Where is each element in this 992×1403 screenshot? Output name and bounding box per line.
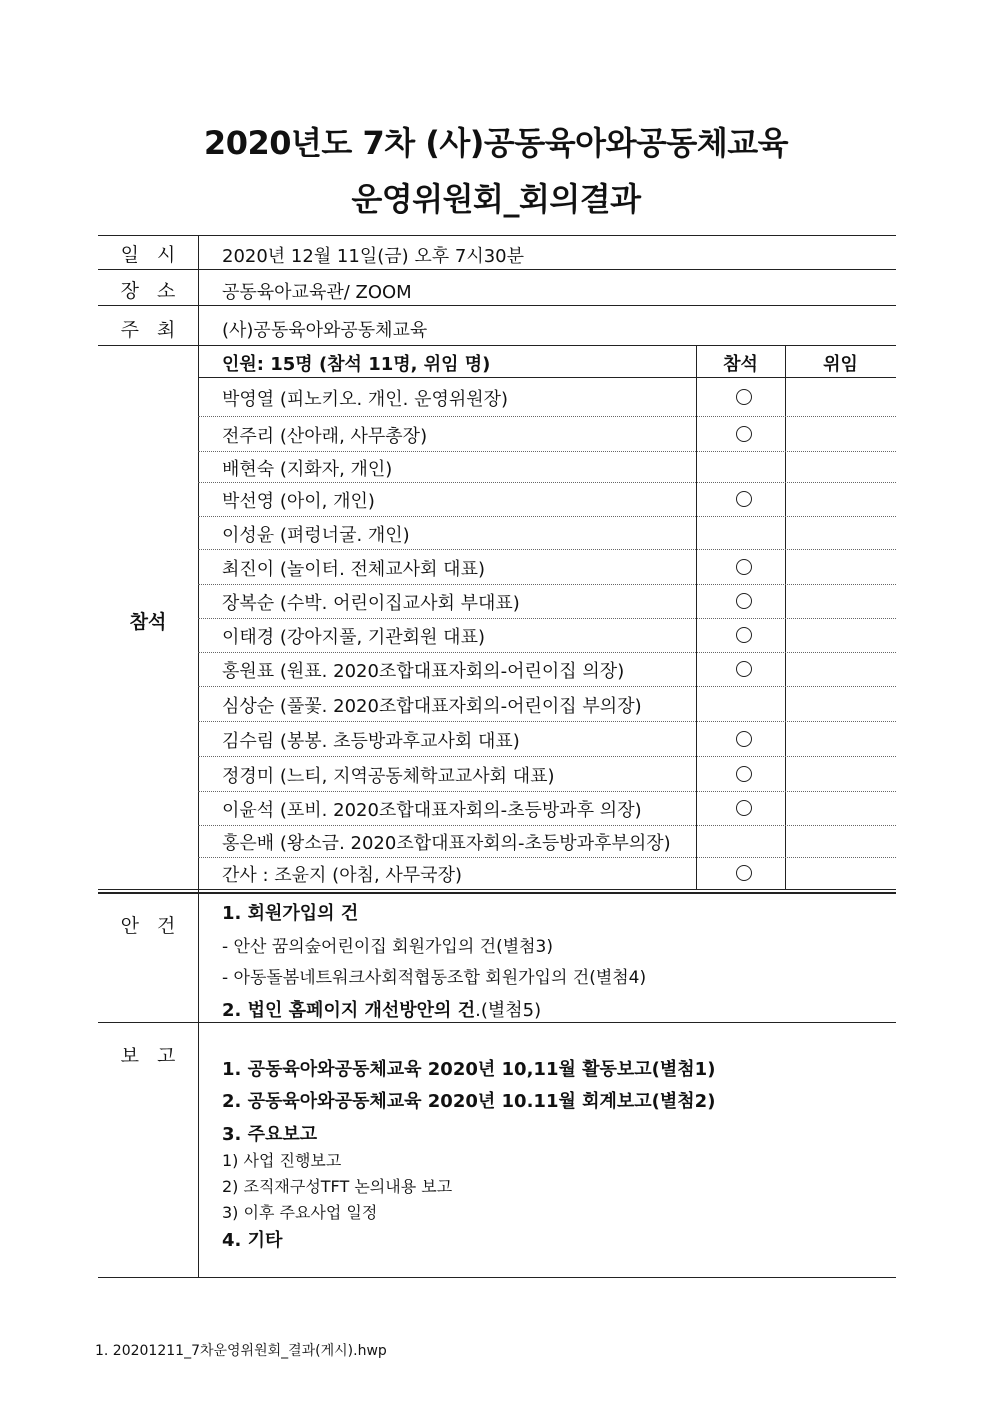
- attendee-row-divider: [198, 618, 896, 619]
- report-sub-item-1: 1) 사업 진행보고: [222, 1151, 342, 1170]
- attendee-row-divider: [198, 652, 896, 653]
- host-value: (사)공동육아와공동체교육: [222, 320, 428, 341]
- document-title-line2: 운영위원회_회의결과: [351, 180, 641, 218]
- attend-mark-icon: [736, 800, 752, 816]
- attendance-label: 참석: [129, 611, 167, 633]
- row-divider: [98, 1022, 896, 1023]
- attendee-name: 최진이 (놀이터. 전체교사회 대표): [222, 558, 485, 580]
- attendee-name: 홍원표 (원표. 2020조합대표자회의-어린이집 의장): [222, 661, 625, 682]
- attendee-row-divider: [198, 584, 896, 585]
- document-title-line1: 2020년도 7차 (사)공동육아와공동체교육: [203, 124, 789, 162]
- report-sub-item-2: 2) 조직재구성TFT 논의내용 보고: [222, 1177, 453, 1196]
- report-item-4: 4. 기타: [222, 1230, 283, 1251]
- proxy-column-header: 위임: [823, 354, 858, 375]
- agenda-item-2-title: 2. 법인 홈페이지 개선방안의 건: [222, 1000, 476, 1021]
- attendee-name: 이태경 (강아지풀, 기관회원 대표): [222, 627, 485, 648]
- attendee-row-divider: [198, 721, 896, 722]
- attendee-name: 박영열 (피노키오. 개인. 운영위원장): [222, 389, 509, 410]
- location-value: 공동육아교육관/ ZOOM: [222, 282, 412, 303]
- datetime-label: 일시: [120, 244, 194, 266]
- attend-mark-icon: [736, 766, 752, 782]
- attendee-name: 정경미 (느티, 지역공동체학교교사회 대표): [222, 765, 555, 787]
- row-divider: [98, 305, 896, 306]
- attend-mark-icon: [736, 426, 752, 442]
- attendee-name: 심상순 (풀꽃. 2020조합대표자회의-어린이집 부의장): [222, 695, 642, 717]
- attend-mark-icon: [736, 661, 752, 677]
- table-top-border: [98, 235, 896, 236]
- attendee-row-divider: [198, 791, 896, 792]
- attendee-row-divider: [198, 756, 896, 757]
- attendee-name: 전주리 (산아래, 사무총장): [222, 425, 428, 447]
- row-divider: [98, 345, 896, 346]
- location-label: 장소: [120, 280, 194, 302]
- attendance-summary: 인원: 15명 (참석 11명, 위임 명): [222, 354, 491, 375]
- attendee-name: 배현숙 (지화자, 개인): [222, 458, 393, 480]
- attendee-name: 이윤석 (포비. 2020조합대표자회의-초등방과후 의장): [222, 800, 642, 821]
- report-sub-item-3: 3) 이후 주요사업 일정: [222, 1203, 378, 1222]
- attendee-row-divider: [198, 451, 896, 452]
- attendee-row-divider: [198, 857, 896, 858]
- attendee-row-divider: [198, 482, 896, 483]
- file-name-footer: 1. 20201211_7차운영위원회_결과(게시).hwp: [95, 1343, 387, 1359]
- agenda-item-2-note: .(별첨5): [475, 1000, 542, 1021]
- report-item-3: 3. 주요보고: [222, 1124, 318, 1145]
- attend-mark-icon: [736, 627, 752, 643]
- report-item-1: 1. 공동육아와공동체교육 2020년 10,11월 활동보고(별첨1): [222, 1059, 716, 1080]
- attend-mark-icon: [736, 389, 752, 405]
- attendee-row-divider: [198, 549, 896, 550]
- attendee-name: 간사 : 조윤지 (아침, 사무국장): [222, 865, 462, 886]
- attend-column-header: 참석: [723, 354, 758, 375]
- attend-mark-icon: [736, 731, 752, 747]
- report-item-2: 2. 공동육아와공동체교육 2020년 10.11월 회계보고(별첨2): [222, 1091, 716, 1112]
- datetime-value: 2020년 12월 11일(금) 오후 7시30분: [222, 246, 525, 267]
- row-divider-double: [98, 892, 896, 894]
- attendee-name: 장복순 (수박. 어린이집교사회 부대표): [222, 593, 520, 614]
- attendee-row-divider: [198, 416, 896, 417]
- attendee-name: 이성윤 (펴렁너굴. 개인): [222, 524, 410, 546]
- report-label: 보고: [120, 1045, 194, 1067]
- attendee-row-divider: [198, 516, 896, 517]
- agenda-label: 안건: [120, 915, 194, 937]
- agenda-sub-item-2: - 아동돌봄네트워크사회적협동조합 회원가입의 건(별첨4): [222, 968, 647, 988]
- attendee-name: 홍은배 (왕소금. 2020조합대표자회의-초등방과후부의장): [222, 833, 671, 854]
- agenda-item-2: [222, 996, 541, 1022]
- agenda-item-1: 1. 회원가입의 건: [222, 903, 359, 924]
- attendee-row-divider: [198, 825, 896, 826]
- attendee-name: 김수림 (봉봉. 초등방과후교사회 대표): [222, 730, 520, 752]
- row-divider: [98, 269, 896, 270]
- attendee-row-divider: [198, 686, 896, 687]
- attendance-header-divider: [198, 377, 896, 378]
- host-label: 주최: [120, 319, 194, 341]
- table-bottom-border: [98, 1277, 896, 1278]
- agenda-sub-item-1: - 안산 꿈의숲어린이집 회원가입의 건(별첨3): [222, 937, 554, 957]
- attendee-name: 박선영 (아이, 개인): [222, 491, 375, 512]
- row-divider: [98, 889, 896, 890]
- attend-mark-icon: [736, 491, 752, 507]
- attend-mark-icon: [736, 593, 752, 609]
- attend-mark-icon: [736, 559, 752, 575]
- attend-mark-icon: [736, 865, 752, 881]
